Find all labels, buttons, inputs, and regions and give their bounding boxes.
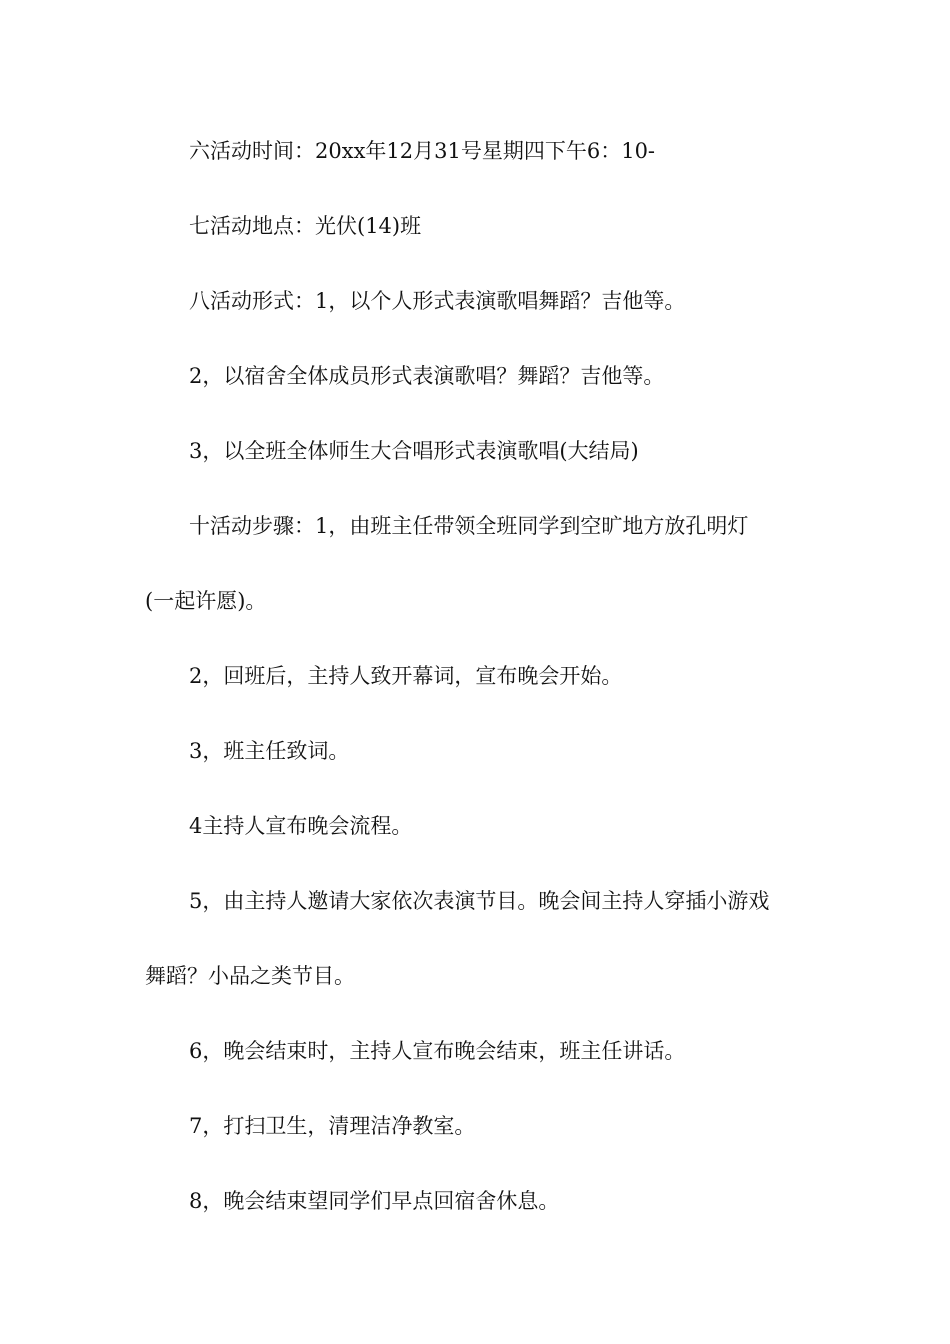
document-body xyxy=(145,133,810,1221)
activity-steps-line-1: 十活动步骤：1，由班主任带领全班同学到空旷地方放孔明灯 xyxy=(189,514,749,538)
activity-steps-line-5-cont: 舞蹈？小品之类节目。 xyxy=(145,964,355,988)
activity-steps-line-4: 4主持人宣布晚会流程。 xyxy=(189,814,413,838)
activity-steps-line-8: 8，晚会结束望同学们早点回宿舍休息。 xyxy=(189,1189,560,1213)
activity-steps-line-6: 6，晚会结束时，主持人宣布晚会结束，班主任讲话。 xyxy=(189,1039,686,1063)
activity-steps-line-1-cont: (一起许愿)。 xyxy=(145,589,267,613)
activity-steps-line-7: 7，打扫卫生，清理洁净教室。 xyxy=(189,1114,476,1138)
activity-time-line: 六活动时间：20xx年12月31号星期四下午6：10- xyxy=(189,139,656,163)
activity-location-line: 七活动地点：光伏(14)班 xyxy=(189,214,422,238)
activity-form-line-2: 2，以宿舍全体成员形式表演歌唱？舞蹈？吉他等。 xyxy=(189,364,665,388)
activity-steps-line-5: 5，由主持人邀请大家依次表演节目。晚会间主持人穿插小游戏 xyxy=(189,889,770,913)
activity-form-line-3: 3，以全班全体师生大合唱形式表演歌唱(大结局) xyxy=(189,439,639,463)
activity-form-line-1: 八活动形式：1，以个人形式表演歌唱舞蹈？吉他等。 xyxy=(189,289,686,313)
activity-steps-line-3: 3，班主任致词。 xyxy=(189,739,350,763)
activity-steps-line-2: 2，回班后，主持人致开幕词，宣布晚会开始。 xyxy=(189,664,623,688)
